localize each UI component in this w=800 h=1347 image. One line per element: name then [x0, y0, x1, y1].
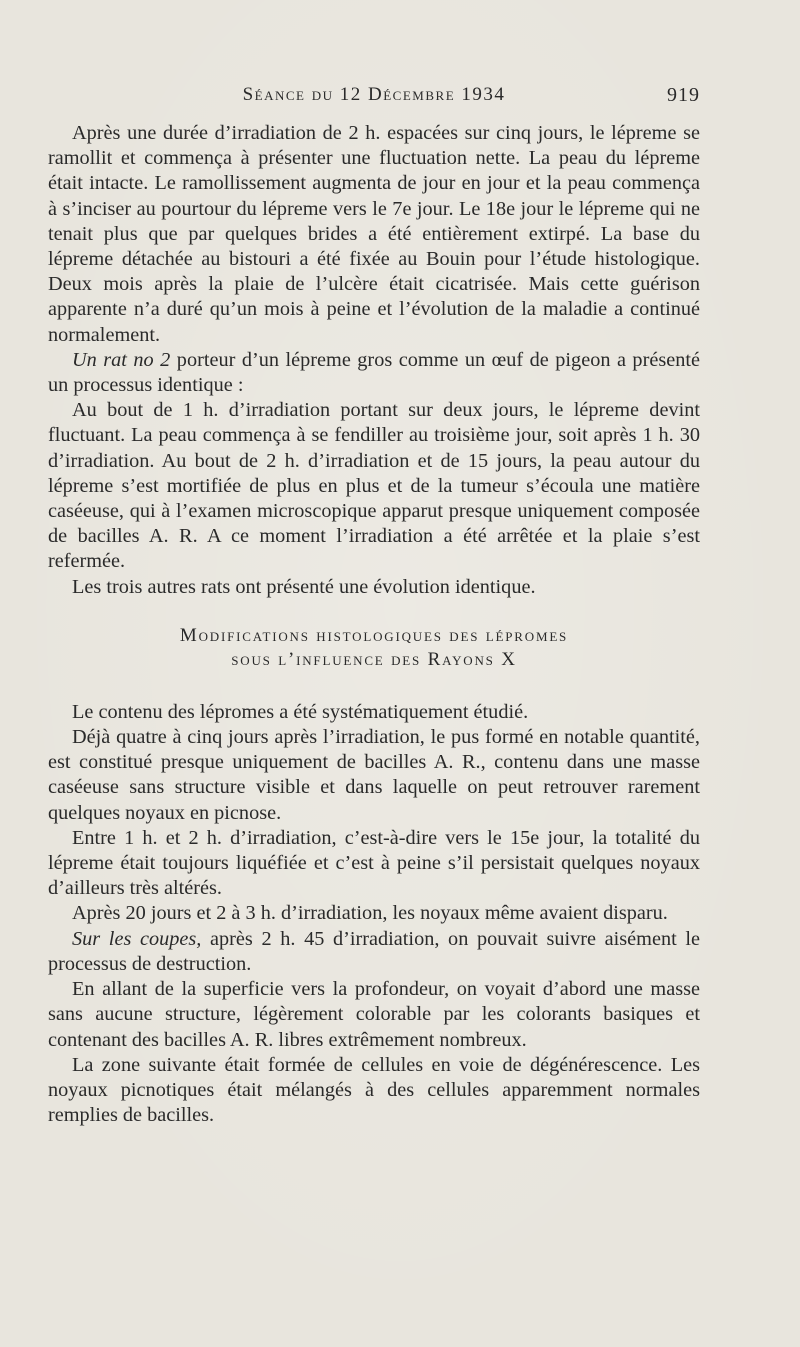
- section-title-line: sous l’influence des Rayons X: [231, 648, 517, 670]
- paragraph: Au bout de 1 h. d’irradiation portant sur deux jours, le lépreme devint fluctuant. La peau commença à se fendiller au troisième jour, soit après 1 h. 30 d’irradiation. Au bout de 2 h. d’irradiation et de 15 jours, la peau autour du lépreme s’est mortifiée de plus en plus et de la tumeur s’écoula une matière caséeuse, qui à l’examen microscopique apparut presque uniquement composée de bacilles A. R. A ce moment l’irradiation a été arrêtée et la plaie s’est refermée.: [48, 399, 700, 573]
- paragraph-text: après 2 h. 45 d’irradiation, on pouvait suivre aisément le processus de destruction.: [48, 927, 701, 975]
- running-head: [48, 84, 700, 112]
- paragraph: [48, 348, 700, 398]
- paragraph: Après 20 jours et 2 à 3 h. d’irradiation, les noyaux même avaient disparu.: [72, 902, 668, 925]
- running-title: Séance du 12 Décembre 1934: [242, 84, 506, 105]
- paragraph-lead-italic: Un rat no 2: [72, 348, 171, 371]
- paragraph: Les trois autres rats ont présenté une évolution identique.: [72, 575, 536, 598]
- paragraph: La zone suivante était formée de cellules en voie de dégénérescence. Les noyaux picnotiques était mélangés à des cellules apparemment normales remplies de bacilles.: [48, 1053, 700, 1127]
- paragraph: Après une durée d’irradiation de 2 h. espacées sur cinq jours, le lépreme se ramollit et commença à présenter une fluctuation nette. La peau du lépreme était intacte. Le ramollissement augmenta de jour en jour et la peau commença à s’inciser au pourtour du lépreme vers le 7e jour. Le 18e jour le lépreme qui ne tenait plus que par quelques brides a été entièrement extirpé. La base du lépreme détachée au bistouri a été fixée au Bouin pour l’étude histologique. Deux mois après la plaie de l’ulcère était cicatrisée. Mais cette guérison apparente n’a duré qu’un mois à peine et l’évolution de la maladie a continué normalement.: [48, 122, 700, 346]
- page-number: 919: [667, 84, 700, 106]
- body-text: [48, 121, 700, 1128]
- paragraph: Déjà quatre à cinq jours après l’irradiation, le pus formé en notable quantité, est constitué presque uniquement de bacilles A. R., contenu dans une masse caséeuse sans structure visible et dans laquelle on peut retrouver rarement quelques noyaux en picnose.: [48, 726, 700, 824]
- paragraph: Entre 1 h. et 2 h. d’irradiation, c’est-à-dire vers le 15e jour, la totalité du lépreme était toujours liquéfiée et c’est à peine s’il persistait quelques noyaux d’ailleurs très altérés.: [48, 826, 700, 900]
- paragraph: En allant de la superficie vers la profondeur, on voyait d’abord une masse sans aucune structure, légèrement colorable par les colorants basiques et contenant des bacilles A. R. libres extrêmement nombreux.: [48, 978, 700, 1051]
- paragraph: [48, 927, 700, 977]
- section-title-line: Modifications histologiques des lépromes: [179, 624, 569, 646]
- paragraph-lead-italic: Sur les coupes,: [72, 927, 202, 950]
- section-title: [48, 624, 700, 672]
- paragraph-text: porteur d’un lépreme gros comme un œuf de pigeon a présenté un processus identique :: [48, 348, 701, 397]
- paragraph: Le contenu des lépromes a été systématiquement étudié.: [72, 700, 529, 723]
